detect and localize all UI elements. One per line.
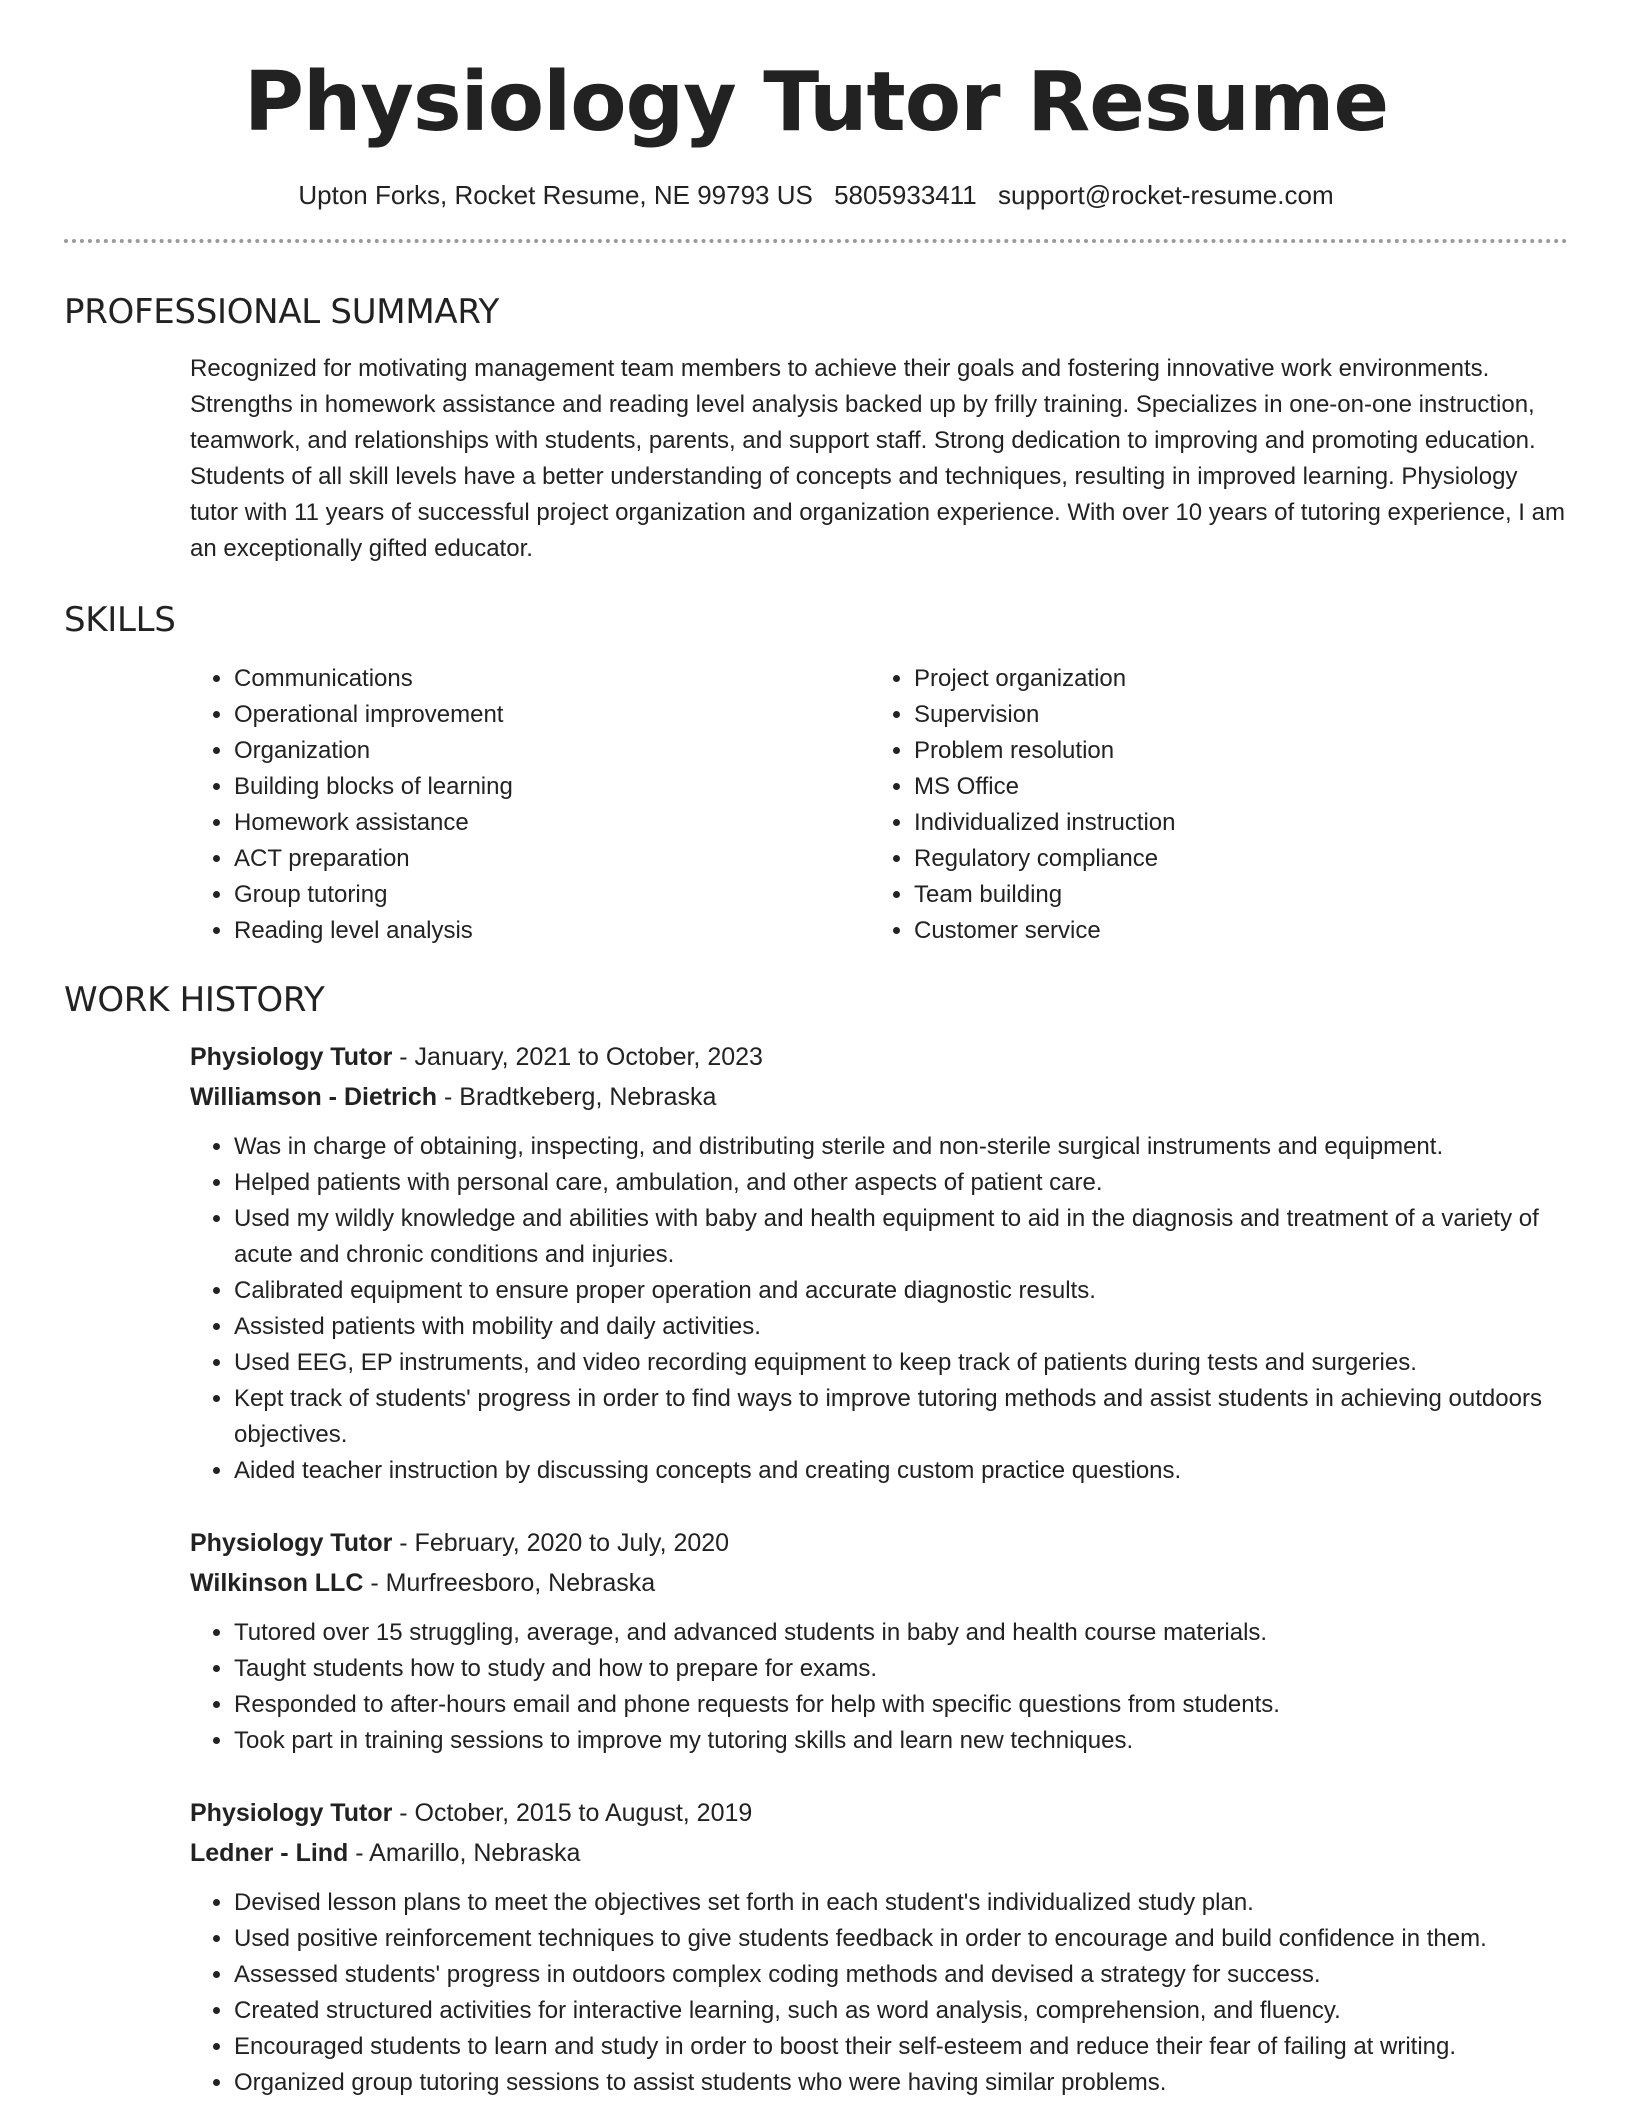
- job-bullet: • Was in charge of obtaining, inspecting, and distributing sterile and non-sterile surgical instruments and equipment.: [234, 1129, 1568, 1165]
- job-title-line: [190, 1037, 1568, 1077]
- skill-item: • ACT preparation: [234, 841, 870, 877]
- job-bullets: [190, 1885, 1568, 2101]
- skills-section: [64, 600, 1568, 949]
- job-company-line: [190, 1833, 1568, 1873]
- job-bullet: • Devised lesson plans to meet the objectives set forth in each student's individualized study plan.: [234, 1885, 1568, 1921]
- job-company: Wilkinson LLC: [190, 1569, 364, 1597]
- job-bullet: • Used my wildly knowledge and abilities with baby and health equipment to aid in the diagnosis and treatment of a variety of acute and chronic conditions and injuries.: [234, 1201, 1568, 1273]
- work-section: [64, 980, 1568, 2101]
- skills-list-left: [190, 661, 870, 949]
- skill-item: • Organization: [234, 733, 870, 769]
- job-dates: - February, 2020 to July, 2020: [392, 1529, 730, 1557]
- job-bullet: • Tutored over 15 struggling, average, and advanced students in baby and health course materials.: [234, 1615, 1568, 1651]
- job-bullet: • Kept track of students' progress in order to find ways to improve tutoring methods and assist students in achieving outdoors objectives.: [234, 1381, 1568, 1453]
- job-bullet: • Used EEG, EP instruments, and video recording equipment to keep track of patients during tests and surgeries.: [234, 1345, 1568, 1381]
- job-title: Physiology Tutor: [190, 1529, 393, 1557]
- job-entry: [190, 1037, 1568, 1489]
- job-title: Physiology Tutor: [190, 1043, 393, 1071]
- job-bullet: • Organized group tutoring sessions to assist students who were having similar problems.: [234, 2065, 1568, 2101]
- skill-item: • Operational improvement: [234, 697, 870, 733]
- contact-line: [64, 180, 1568, 211]
- summary-section: [64, 292, 1568, 567]
- job-entry: [190, 1523, 1568, 1759]
- job-bullet: • Used positive reinforcement techniques to give students feedback in order to encourage and build confidence in them.: [234, 1921, 1568, 1957]
- skill-item: • Individualized instruction: [914, 805, 1550, 841]
- job-company: Ledner - Lind: [190, 1839, 349, 1867]
- skill-item: • Communications: [234, 661, 870, 697]
- skill-item: • Supervision: [914, 697, 1550, 733]
- job-dates: - October, 2015 to August, 2019: [392, 1799, 753, 1827]
- summary-text: Recognized for motivating management team members to achieve their goals and fostering innovative work environments. Strengths in homework assistance and reading level analysis backed up by frilly training. Specializes in one-on-one instruction, teamwork, and relationships with students, parents, and support staff. Strong dedication to improving and promoting education. Students of all skill levels have a better understanding of concepts and techniques, resulting in improved learning. Physiology tutor with 11 years of successful project organization and organization experience. With over 10 years of tutoring experience, I am an exceptionally gifted educator.: [190, 355, 1565, 562]
- job-bullets: [190, 1615, 1568, 1759]
- skill-item: • Problem resolution: [914, 733, 1550, 769]
- resume-title: Physiology Tutor Resume: [243, 55, 1389, 150]
- skill-item: • MS Office: [914, 769, 1550, 805]
- job-location: - Murfreesboro, Nebraska: [363, 1569, 656, 1597]
- contact-address: Upton Forks, Rocket Resume, NE 99793 US: [298, 180, 813, 210]
- skills-heading: SKILLS: [64, 600, 176, 640]
- job-entry: [190, 1793, 1568, 2101]
- job-title-line: [190, 1793, 1568, 1833]
- job-bullet: • Calibrated equipment to ensure proper operation and accurate diagnostic results.: [234, 1273, 1568, 1309]
- job-bullet: • Helped patients with personal care, ambulation, and other aspects of patient care.: [234, 1165, 1568, 1201]
- job-bullet: • Assessed students' progress in outdoors complex coding methods and devised a strategy for success.: [234, 1957, 1568, 1993]
- job-title: Physiology Tutor: [190, 1799, 393, 1827]
- work-heading: WORK HISTORY: [64, 980, 325, 1020]
- job-location: - Amarillo, Nebraska: [348, 1839, 581, 1867]
- job-bullet: • Created structured activities for interactive learning, such as word analysis, comprehension, and fluency.: [234, 1993, 1568, 2029]
- job-title-line: [190, 1523, 1568, 1563]
- skill-item: • Customer service: [914, 913, 1550, 949]
- job-bullet: • Took part in training sessions to improve my tutoring skills and learn new techniques.: [234, 1723, 1568, 1759]
- skill-item: • Project organization: [914, 661, 1550, 697]
- skills-list-right: [870, 661, 1550, 949]
- job-bullet: • Aided teacher instruction by discussing concepts and creating custom practice questions.: [234, 1453, 1568, 1489]
- skill-item: • Homework assistance: [234, 805, 870, 841]
- skill-item: • Team building: [914, 877, 1550, 913]
- job-bullet: • Responded to after-hours email and phone requests for help with specific questions from students.: [234, 1687, 1568, 1723]
- skill-item: • Regulatory compliance: [914, 841, 1550, 877]
- skill-item: • Group tutoring: [234, 877, 870, 913]
- summary-heading: PROFESSIONAL SUMMARY: [64, 292, 499, 332]
- skill-item: • Building blocks of learning: [234, 769, 870, 805]
- contact-phone: 5805933411: [834, 180, 977, 210]
- header-divider: [64, 239, 1568, 243]
- job-bullets: [190, 1129, 1568, 1489]
- job-bullet: • Encouraged students to learn and study in order to boost their self-esteem and reduce their fear of failing at writing.: [234, 2029, 1568, 2065]
- skill-item: • Reading level analysis: [234, 913, 870, 949]
- job-company-line: [190, 1077, 1568, 1117]
- contact-email: support@rocket-resume.com: [997, 180, 1334, 210]
- job-company-line: [190, 1563, 1568, 1603]
- job-dates: - January, 2021 to October, 2023: [392, 1043, 763, 1071]
- job-bullet: • Taught students how to study and how to prepare for exams.: [234, 1651, 1568, 1687]
- job-company: Williamson - Dietrich: [190, 1083, 438, 1111]
- job-location: - Bradtkeberg, Nebraska: [437, 1083, 717, 1111]
- job-bullet: • Assisted patients with mobility and daily activities.: [234, 1309, 1568, 1345]
